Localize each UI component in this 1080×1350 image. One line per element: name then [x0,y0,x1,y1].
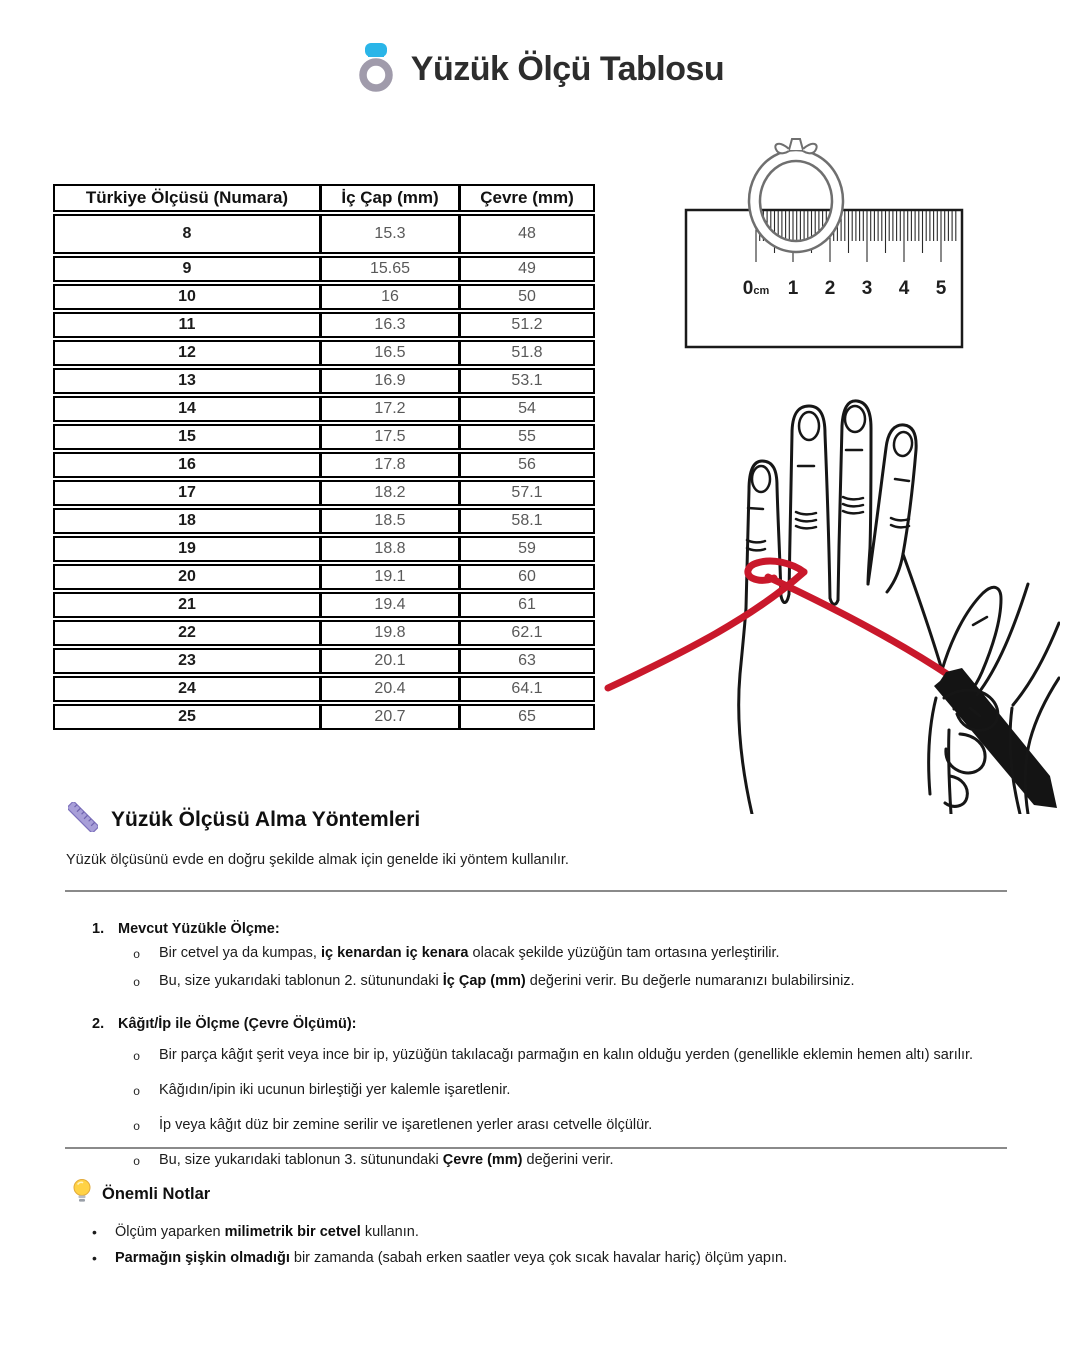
table-cell: 58.1 [458,508,595,534]
note-text [115,1223,419,1242]
table-cell: 20.4 [319,676,458,702]
table-cell: 14 [53,396,319,422]
table-cell: 17.8 [319,452,458,478]
table-cell: 21 [53,592,319,618]
method-head [92,1016,1017,1032]
bullet-marker: o [133,1155,141,1169]
table-cell: 51.2 [458,312,595,338]
table-cell: 15.3 [319,214,458,254]
table-header-row [53,184,595,212]
table-cell: 57.1 [458,480,595,506]
table-cell: 25 [53,704,319,730]
table-cell: 55 [458,424,595,450]
method-head [92,921,1017,937]
note-item [90,1223,1015,1242]
table-cell: 17.5 [319,424,458,450]
table-row [53,368,595,394]
item-number: 2. [92,1016,105,1032]
table-cell: 17.2 [319,396,458,422]
table-cell: 60 [458,564,595,590]
notes-list [90,1216,1015,1268]
note-bullet-marker: • [92,1224,97,1240]
bullet-text [155,972,855,993]
table-cell: 9 [53,256,319,282]
emphasis-text: Çevre (mm) [442,1152,523,1168]
table-row [53,424,595,450]
table-cell: 49 [458,256,595,282]
table-cell: 10 [53,284,319,310]
text-run: değerini verir. [522,1152,614,1168]
table-cell: 19.8 [319,620,458,646]
ring-on-ruler-figure [668,131,970,353]
hand-string-figure [600,378,1060,814]
text-run: Bir cetvel ya da kumpas, [159,945,321,961]
table-row [53,620,595,646]
table-row [53,676,595,702]
table-row [53,340,595,366]
table-cell: 16 [319,284,458,310]
table-cell: 11 [53,312,319,338]
bullet-text [155,1116,652,1137]
table-row [53,704,595,730]
text-run: İp veya kâğıt düz bir zemine serilir ve işaretlenen yerler arası cetvelle ölçülür. [159,1117,653,1133]
table-cell: 20 [53,564,319,590]
table-cell: 20.7 [319,704,458,730]
table-row [53,256,595,282]
ruler-tick-label: 0cm [742,278,770,299]
text-run: Ölçüm yaparken [115,1224,225,1240]
item-number: 1. [92,921,105,937]
note-bullet-marker: • [92,1250,97,1266]
table-cell: 8 [53,214,319,254]
bullet-text [155,1046,973,1067]
table-cell: 19.4 [319,592,458,618]
table-row [53,312,595,338]
table-cell: 18.2 [319,480,458,506]
table-cell: 18.8 [319,536,458,562]
table-cell: 19 [53,536,319,562]
table-cell: 16.3 [319,312,458,338]
ruler-tick-label: 3 [861,278,873,299]
table-cell: 64.1 [458,676,595,702]
table-cell: 56 [458,452,595,478]
text-run: Bir parça kâğıt şerit veya ince bir ip, yüzüğün takılacağı parmağın en kalın olduğu yerden (genellikle eklemin hemen altı) sarılır. [159,1047,974,1063]
emphasis-text: Parmağın şişkin olmadığı [115,1250,290,1266]
table-cell: 12 [53,340,319,366]
methods-intro: Yüzük ölçüsünü evde en doğru şekilde almak için genelde iki yöntem kullanılır. [66,852,569,868]
column-header-circumference: Çevre (mm) [458,184,595,212]
bullet-marker: o [133,1085,141,1099]
page-title: Yüzük Ölçü Tablosu [410,50,725,88]
table-cell: 62.1 [458,620,595,646]
ruler-tick-label: 4 [898,278,910,299]
table-cell: 20.1 [319,648,458,674]
text-run: Bu, size yukarıdaki tablonun 2. sütunundaki [159,973,443,989]
table-cell: 18.5 [319,508,458,534]
divider [65,1147,1007,1149]
table-cell: 50 [458,284,595,310]
bullet-text [155,1151,614,1172]
document-header [0,40,1080,99]
ruler-icon [68,802,98,838]
table-cell: 19.1 [319,564,458,590]
table-cell: 18 [53,508,319,534]
table-row [53,508,595,534]
bullet-marker: o [133,976,141,990]
bullet-text [155,944,780,965]
lightbulb-icon [72,1178,92,1210]
table-cell: 63 [458,648,595,674]
table-row [53,284,595,310]
table-cell: 16.9 [319,368,458,394]
note-item [90,1249,1015,1268]
method-title: Mevcut Yüzükle Ölçme: [118,921,280,937]
text-run: Bu, size yukarıdaki tablonun 3. sütunundaki [159,1152,443,1168]
ruler-tick-label: 2 [824,278,836,299]
ruler-unit-label: cm [753,285,770,297]
emphasis-text: milimetrik bir cetvel [224,1224,361,1240]
sub-bullet [133,1151,1017,1172]
table-cell: 17 [53,480,319,506]
column-header-size: Türkiye Ölçüsü (Numara) [53,184,319,212]
sub-bullet [133,972,1017,993]
text-run: değerini verir. Bu değerle numaranızı bulabilirsiniz. [525,973,855,989]
bullet-text [155,1081,510,1102]
table-cell: 53.1 [458,368,595,394]
method-item [92,921,1017,993]
table-row [53,592,595,618]
sub-bullet [133,1046,1017,1067]
table-row [53,396,595,422]
sub-bullet [133,944,1017,965]
ring-size-table [53,182,595,732]
ruler-tick-label: 5 [935,278,947,299]
table-row [53,452,595,478]
emphasis-text: İç Çap (mm) [442,973,526,989]
bullet-marker: o [133,948,141,962]
table-row [53,536,595,562]
ring-icon [356,40,396,99]
table-cell: 16.5 [319,340,458,366]
note-text [115,1249,787,1268]
table-cell: 61 [458,592,595,618]
table-cell: 15 [53,424,319,450]
notes-section-heading [72,1178,210,1210]
column-header-diameter: İç Çap (mm) [319,184,458,212]
table-cell: 15.65 [319,256,458,282]
ring-size-table-body [53,214,595,730]
table-row [53,648,595,674]
red-string [608,561,950,688]
table-cell: 16 [53,452,319,478]
emphasis-text: iç kenardan iç kenara [321,945,469,961]
text-run: Kâğıdın/ipin iki ucunun birleştiği yer kalemle işaretlenir. [159,1082,511,1098]
text-run: bir zamanda (sabah erken saatler veya çok sıcak havalar hariç) ölçüm yapın. [289,1250,788,1266]
table-cell: 54 [458,396,595,422]
table-cell: 65 [458,704,595,730]
divider [65,890,1007,892]
table-row [53,564,595,590]
method-title: Kâğıt/İp ile Ölçme (Çevre Ölçümü): [118,1016,357,1032]
table-cell: 59 [458,536,595,562]
table-cell: 24 [53,676,319,702]
bullet-marker: o [133,1120,141,1134]
table-row [53,480,595,506]
sub-bullet [133,1081,1017,1102]
ruler-tick-label: 1 [787,278,799,299]
methods-section-heading [68,802,420,838]
table-row [53,214,595,254]
text-run: olacak şekilde yüzüğün tam ortasına yerleştirilir. [468,945,780,961]
text-run: kullanın. [360,1224,419,1240]
sub-bullet [133,1116,1017,1137]
table-cell: 22 [53,620,319,646]
methods-list [92,921,1017,1172]
notes-heading-text: Önemli Notlar [102,1184,211,1203]
pen [934,668,1057,808]
bullet-marker: o [133,1050,141,1064]
table-cell: 13 [53,368,319,394]
table-cell: 51.8 [458,340,595,366]
table-cell: 23 [53,648,319,674]
table-cell: 48 [458,214,595,254]
methods-heading-text: Yüzük Ölçüsü Alma Yöntemleri [111,808,421,831]
